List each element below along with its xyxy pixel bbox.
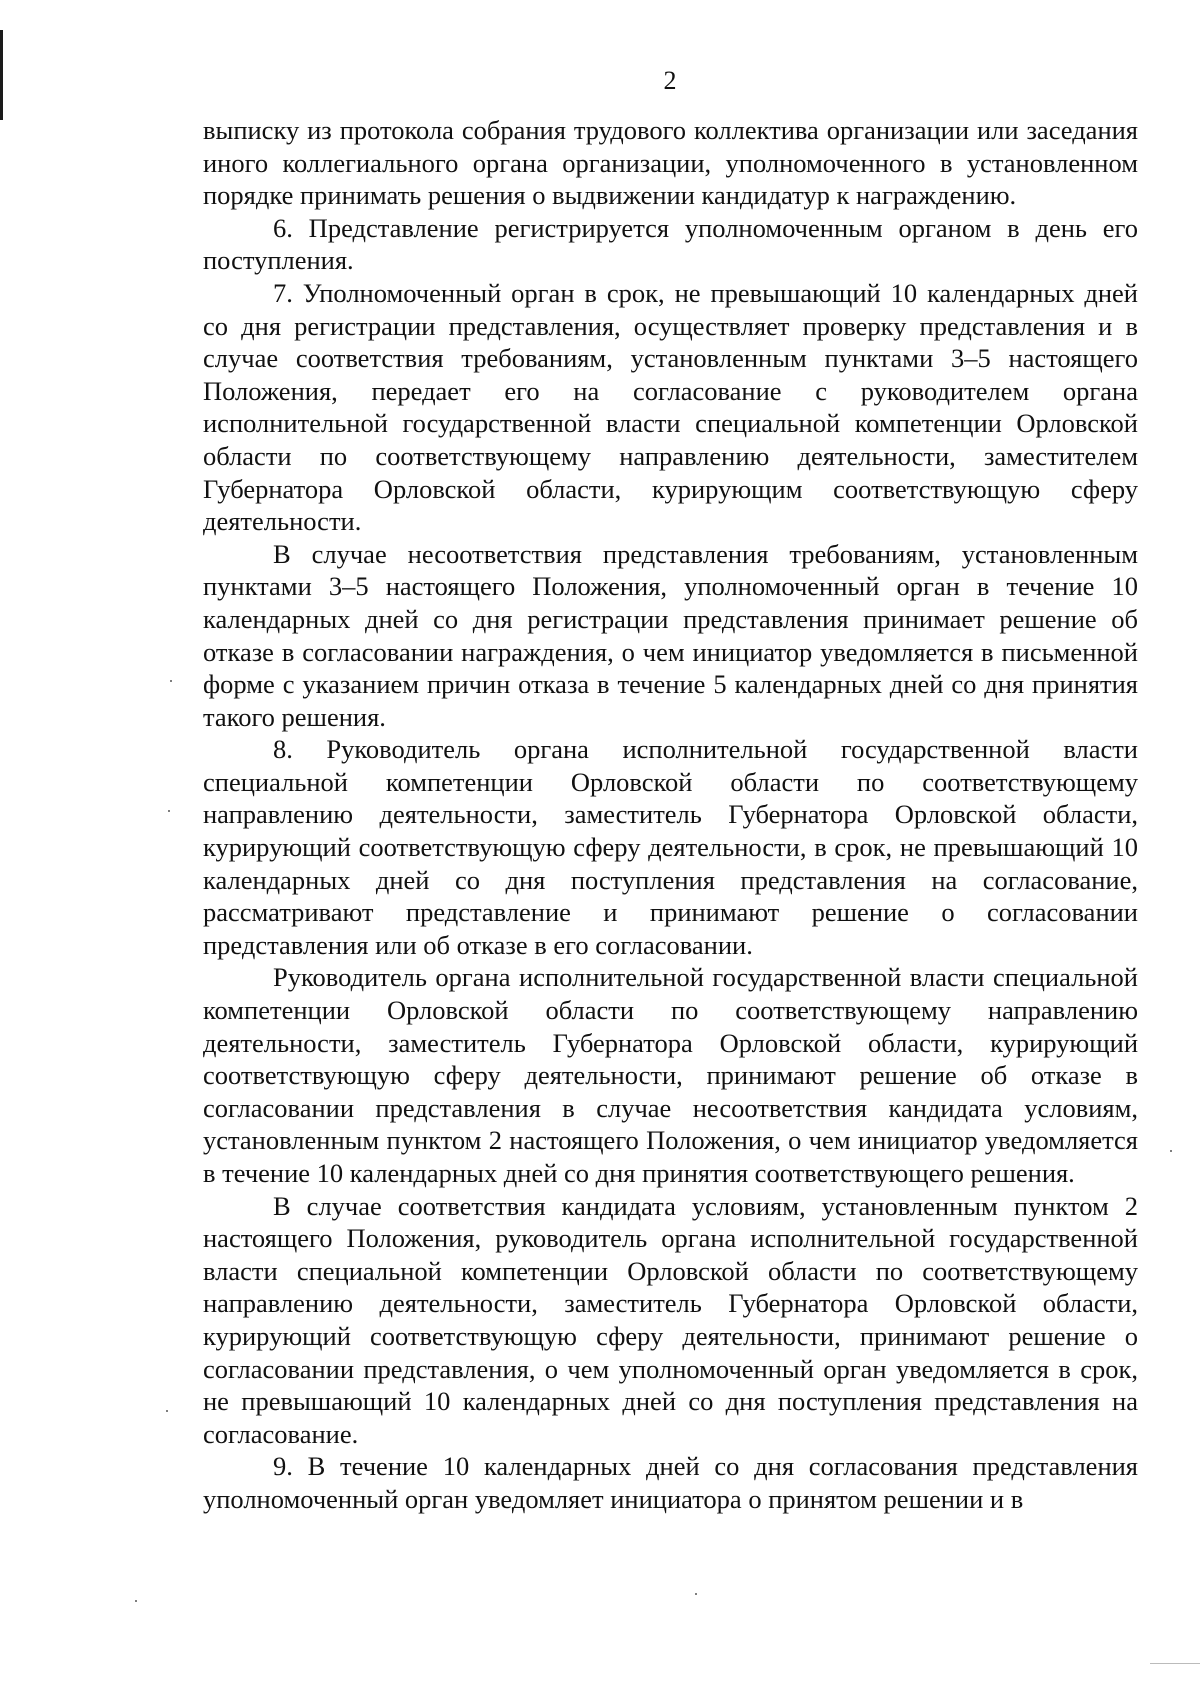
paragraph-item-7: 7. Уполномоченный орган в срок, не превышающий 10 календарных дней со дня регистрации представления, осуществляет проверку представления и в случае соответствия требованиям, установленным пунктами 3–5 настоящего Положения, передает его на согласование с руководителем органа исполнительной государственной власти специальной компетенции Орловской области по соответствующему направлению деятельности, заместителем Губернатора Орловской области, курирующим соответствующую сферу деятельности. <box>203 277 1138 537</box>
page-number: 2 <box>663 66 677 95</box>
scan-edge-line <box>1150 1663 1200 1664</box>
scan-speck <box>135 1600 137 1602</box>
paragraph-continuation: выписку из протокола собрания трудового коллектива организации или заседания иного коллегиального органа организации, уполномоченного в установленном порядке принимать решения о выдвижении кандидатур к награждению. <box>203 115 1138 211</box>
scan-speck <box>1170 1150 1172 1152</box>
paragraph-item-8: 8. Руководитель органа исполнительной государственной власти специальной компетенции Орловской области по соответствующему направлению деятельности, заместитель Губернатора Орловской области, курирующий соответствующую сферу деятельности, в срок, не превышающий 10 календарных дней со дня поступления представления на согласование, рассматривают представление и принимают решение о согласовании представления или об отказе в его согласовании. <box>203 734 1138 960</box>
document-body <box>203 114 1138 1516</box>
paragraph-item-8-approval: В случае соответствия кандидата условиям, установленным пунктом 2 настоящего Положения, руководитель органа исполнительной государственной власти специальной компетенции Орловской области по соответствующему направлению деятельности, заместитель Губернатора Орловской области, курирующий соответствующую сферу деятельности, принимают решение о согласовании представления, о чем уполномоченный орган уведомляется в срок, не превышающий 10 календарных дней со дня поступления представления на согласование. <box>203 1190 1138 1449</box>
scan-speck <box>168 810 170 812</box>
paragraph-item-7-refusal: В случае несоответствия представления требованиям, установленным пунктами 3–5 настоящего Положения, уполномоченный орган в течение 10 календарных дней со дня регистрации представления принимает решение об отказе в согласовании награждения, о чем инициатор уведомляется в письменной форме с указанием причин отказа в течение 5 календарных дней со дня принятия такого решения. <box>203 538 1138 732</box>
scan-speck <box>170 680 172 682</box>
scan-speck <box>695 1593 697 1595</box>
scan-speck <box>166 1410 168 1412</box>
paragraph-item-8-refusal: Руководитель органа исполнительной государственной власти специальной компетенции Орловской области по соответствующему направлению деятельности, заместитель Губернатора Орловской области, курирующий соответствующую сферу деятельности, принимают решение об отказе в согласовании представления в случае несоответствия кандидата условиям, установленным пунктом 2 настоящего Положения, о чем инициатор уведомляется в течение 10 календарных дней со дня принятия соответствующего решения. <box>203 962 1138 1188</box>
paragraph-item-6: 6. Представление регистрируется уполномоченным органом в день его поступления. <box>203 212 1138 276</box>
paragraph-item-9: 9. В течение 10 календарных дней со дня согласования представления уполномоченный орган уведомляет инициатора о принятом решении и в <box>203 1451 1138 1514</box>
